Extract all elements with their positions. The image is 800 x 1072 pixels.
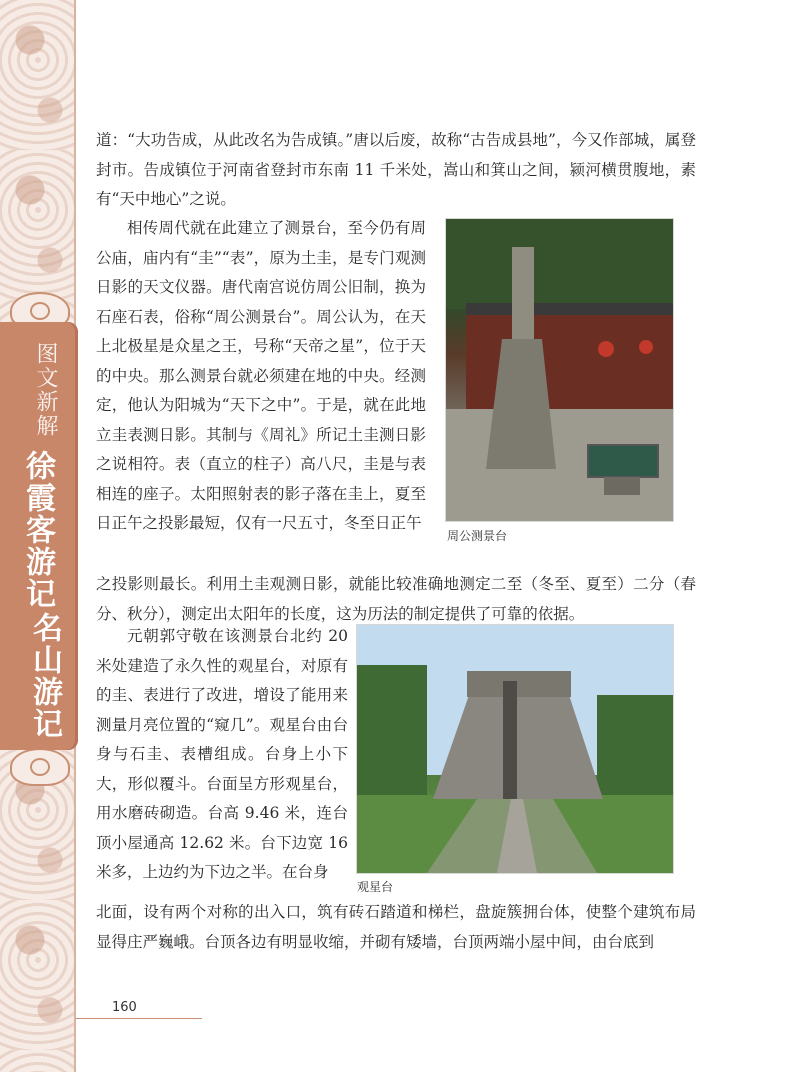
observatory-illustration — [357, 625, 673, 873]
paragraph-zhougong-cont: 之投影则最长。利用土圭观测日影，就能比较准确地测定二至（冬至、夏至）二分（春分、秋分），测定出太阳年的长度，这为历法的制定提供了可靠的依据。 — [96, 575, 696, 623]
book-title: 徐霞客游记 — [20, 450, 55, 610]
cloud-ornament-bottom-icon — [10, 748, 70, 786]
section-title: 名山游记 — [27, 612, 62, 740]
photo1-caption: 周公测景台 — [447, 529, 508, 543]
gnomon-illustration — [446, 219, 673, 521]
paragraph-intro: 道：“大功告成，从此改名为告成镇。”唐以后废，故称“古告成县地”，今又作部城，属登封市。告成镇位于河南省登封市东南 11 千米处，嵩山和箕山之间，颍河横贯腹地，素有“天中地心”之说。 — [96, 131, 696, 208]
observatory-photo — [356, 624, 674, 874]
zhougong-gnomon-photo — [445, 218, 674, 522]
paragraph-guanxingtai: 元朝郭守敬在该测景台北约 20 米处建造了永久性的观星台，对原有的圭、表进行了改进，增设了能用来测量月亮位置的“窥几”。观星台由台身与石圭、表槽组成。台身上小下大，形似覆斗。台面呈方形观星台，用水磨砖砌造。台高 9.46 米，连台顶小屋通高 12.62 米。台下边宽 16 米多，上边约为下边之半。在台身 — [96, 627, 348, 881]
paragraph-zhougong: 相传周代就在此建立了测景台，至今仍有周公庙，庙内有“圭”“表”，原为土圭，是专门观测日影的天文仪器。唐代南宫说仿周公旧制，换为石座石表，俗称“周公测景台”。周公认为，在天上北极星是众星之王，号称“天帝之星”，位于天的中央。那么测景台就必须建在地的中央。经测定，他认为阳城为“天下之中”。于是，就在此地立圭表测日影。其制与《周礼》所记土圭测日影之说相符。表（直立的柱子）高八尺，圭是与表相连的座子。太阳照射表的影子落在圭上，夏至日正午之投影最短，仅有一尺五寸，冬至日正午 — [96, 219, 426, 532]
page-number: 160 — [112, 1000, 137, 1015]
paragraph-guanxingtai-cont: 北面，设有两个对称的出入口，筑有砖石踏道和梯栏，盘旋簇拥台体，使整个建筑布局显得庄严巍峨。台顶各边有明显收缩，并砌有矮墙，台顶两端小屋中间，由台底到 — [96, 903, 696, 951]
photo2-caption: 观星台 — [357, 880, 394, 894]
page-number-rule — [76, 1018, 202, 1019]
series-label: 图文新解 — [33, 342, 58, 438]
